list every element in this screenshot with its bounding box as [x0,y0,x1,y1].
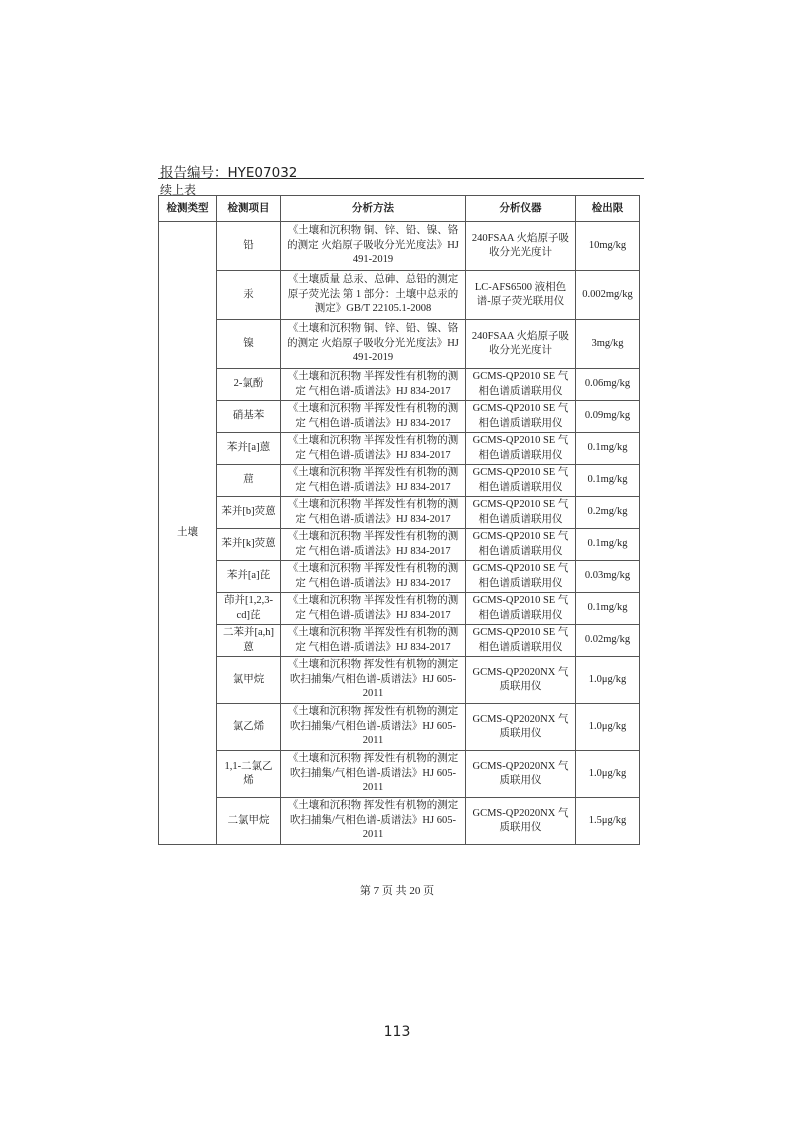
table-header-row [159,196,640,222]
table-row [159,369,640,401]
table-row [159,751,640,798]
limit-cell: 0.03mg/kg [576,561,640,593]
instrument-cell: GCMS-QP2010 SE 气相色谱质谱联用仪 [466,465,576,497]
instrument-cell: GCMS-QP2010 SE 气相色谱质谱联用仪 [466,593,576,625]
method-cell: 《土壤和沉积物 半挥发性有机物的测定 气相色谱-质谱法》HJ 834-2017 [281,497,466,529]
limit-cell: 1.0μg/kg [576,657,640,704]
limit-cell: 3mg/kg [576,320,640,369]
item-cell: 汞 [217,271,281,320]
limit-cell: 0.09mg/kg [576,401,640,433]
col-header-type: 检测类型 [159,196,217,222]
col-header-item: 检测项目 [217,196,281,222]
category-cell: 土壤 [159,222,217,845]
header-rule [158,178,644,179]
item-cell: 二氯甲烷 [217,798,281,845]
limit-cell: 0.002mg/kg [576,271,640,320]
instrument-cell: GCMS-QP2010 SE 气相色谱质谱联用仪 [466,529,576,561]
method-cell: 《土壤质量 总汞、总砷、总铅的测定 原子荧光法 第 1 部分：土壤中总汞的测定》GB/T 22105.1-2008 [281,271,466,320]
instrument-cell: GCMS-QP2020NX 气质联用仪 [466,657,576,704]
method-cell: 《土壤和沉积物 半挥发性有机物的测定 气相色谱-质谱法》HJ 834-2017 [281,465,466,497]
instrument-cell: 240FSAA 火焰原子吸收分光光度计 [466,320,576,369]
item-cell: 铅 [217,222,281,271]
instrument-cell: GCMS-QP2010 SE 气相色谱质谱联用仪 [466,625,576,657]
limit-cell: 0.02mg/kg [576,625,640,657]
instrument-cell: GCMS-QP2020NX 气质联用仪 [466,798,576,845]
item-cell: 1,1-二氯乙烯 [217,751,281,798]
table-row [159,798,640,845]
item-cell: 苯并[k]荧蒽 [217,529,281,561]
instrument-cell: GCMS-QP2010 SE 气相色谱质谱联用仪 [466,497,576,529]
item-cell: 镍 [217,320,281,369]
item-cell: 硝基苯 [217,401,281,433]
limit-cell: 1.5μg/kg [576,798,640,845]
limit-cell: 0.06mg/kg [576,369,640,401]
method-cell: 《土壤和沉积物 铜、锌、铅、镍、铬的测定 火焰原子吸收分光光度法》HJ 491-2019 [281,320,466,369]
instrument-cell: GCMS-QP2010 SE 气相色谱质谱联用仪 [466,369,576,401]
method-cell: 《土壤和沉积物 半挥发性有机物的测定 气相色谱-质谱法》HJ 834-2017 [281,561,466,593]
method-cell: 《土壤和沉积物 半挥发性有机物的测定 气相色谱-质谱法》HJ 834-2017 [281,529,466,561]
table-row [159,222,640,271]
item-cell: 氯乙烯 [217,704,281,751]
limit-cell: 1.0μg/kg [576,704,640,751]
instrument-cell: GCMS-QP2010 SE 气相色谱质谱联用仪 [466,561,576,593]
table-row [159,625,640,657]
item-cell: 苯并[a]芘 [217,561,281,593]
limit-cell: 0.1mg/kg [576,433,640,465]
limit-cell: 0.2mg/kg [576,497,640,529]
table-body [159,222,640,845]
page-info: 第 7 页 共 20 页 [359,885,435,897]
table-row [159,465,640,497]
table-row [159,593,640,625]
instrument-cell: GCMS-QP2020NX 气质联用仪 [466,704,576,751]
method-cell: 《土壤和沉积物 半挥发性有机物的测定 气相色谱-质谱法》HJ 834-2017 [281,369,466,401]
method-cell: 《土壤和沉积物 挥发性有机物的测定 吹扫捕集/气相色谱-质谱法》HJ 605-2011 [281,704,466,751]
report-number: 报告编号：HYE07032 [160,165,298,181]
limit-cell: 1.0μg/kg [576,751,640,798]
limit-cell: 0.1mg/kg [576,593,640,625]
table-row [159,497,640,529]
method-cell: 《土壤和沉积物 半挥发性有机物的测定 气相色谱-质谱法》HJ 834-2017 [281,625,466,657]
continued-label: 续上表 [160,183,197,197]
item-cell: 䓛 [217,465,281,497]
col-header-instrument: 分析仪器 [466,196,576,222]
method-cell: 《土壤和沉积物 半挥发性有机物的测定 气相色谱-质谱法》HJ 834-2017 [281,401,466,433]
item-cell: 2-氯酚 [217,369,281,401]
table-row [159,529,640,561]
item-cell: 二苯并[a,h]蒽 [217,625,281,657]
limit-cell: 10mg/kg [576,222,640,271]
limit-cell: 0.1mg/kg [576,529,640,561]
table-row [159,561,640,593]
item-cell: 氯甲烷 [217,657,281,704]
instrument-cell: LC-AFS6500 液相色谱-原子荧光联用仪 [466,271,576,320]
method-cell: 《土壤和沉积物 铜、锌、铅、镍、铬的测定 火焰原子吸收分光光度法》HJ 491-2019 [281,222,466,271]
instrument-cell: GCMS-QP2010 SE 气相色谱质谱联用仪 [466,401,576,433]
table-row [159,704,640,751]
table-row [159,320,640,369]
table-row [159,271,640,320]
method-cell: 《土壤和沉积物 半挥发性有机物的测定 气相色谱-质谱法》HJ 834-2017 [281,593,466,625]
limit-cell: 0.1mg/kg [576,465,640,497]
method-cell: 《土壤和沉积物 挥发性有机物的测定 吹扫捕集/气相色谱-质谱法》HJ 605-2011 [281,657,466,704]
col-header-method: 分析方法 [281,196,466,222]
instrument-cell: GCMS-QP2020NX 气质联用仪 [466,751,576,798]
table-row [159,657,640,704]
item-cell: 苯并[b]荧蒽 [217,497,281,529]
table-row [159,401,640,433]
method-cell: 《土壤和沉积物 挥发性有机物的测定 吹扫捕集/气相色谱-质谱法》HJ 605-2011 [281,751,466,798]
item-cell: 茚并[1,2,3-cd]芘 [217,593,281,625]
detection-table [158,195,640,845]
col-header-limit: 检出限 [576,196,640,222]
method-cell: 《土壤和沉积物 挥发性有机物的测定 吹扫捕集/气相色谱-质谱法》HJ 605-2011 [281,798,466,845]
table-row [159,433,640,465]
instrument-cell: GCMS-QP2010 SE 气相色谱质谱联用仪 [466,433,576,465]
page-number: 113 [383,1024,411,1040]
method-cell: 《土壤和沉积物 半挥发性有机物的测定 气相色谱-质谱法》HJ 834-2017 [281,433,466,465]
instrument-cell: 240FSAA 火焰原子吸收分光光度计 [466,222,576,271]
item-cell: 苯并[a]蒽 [217,433,281,465]
